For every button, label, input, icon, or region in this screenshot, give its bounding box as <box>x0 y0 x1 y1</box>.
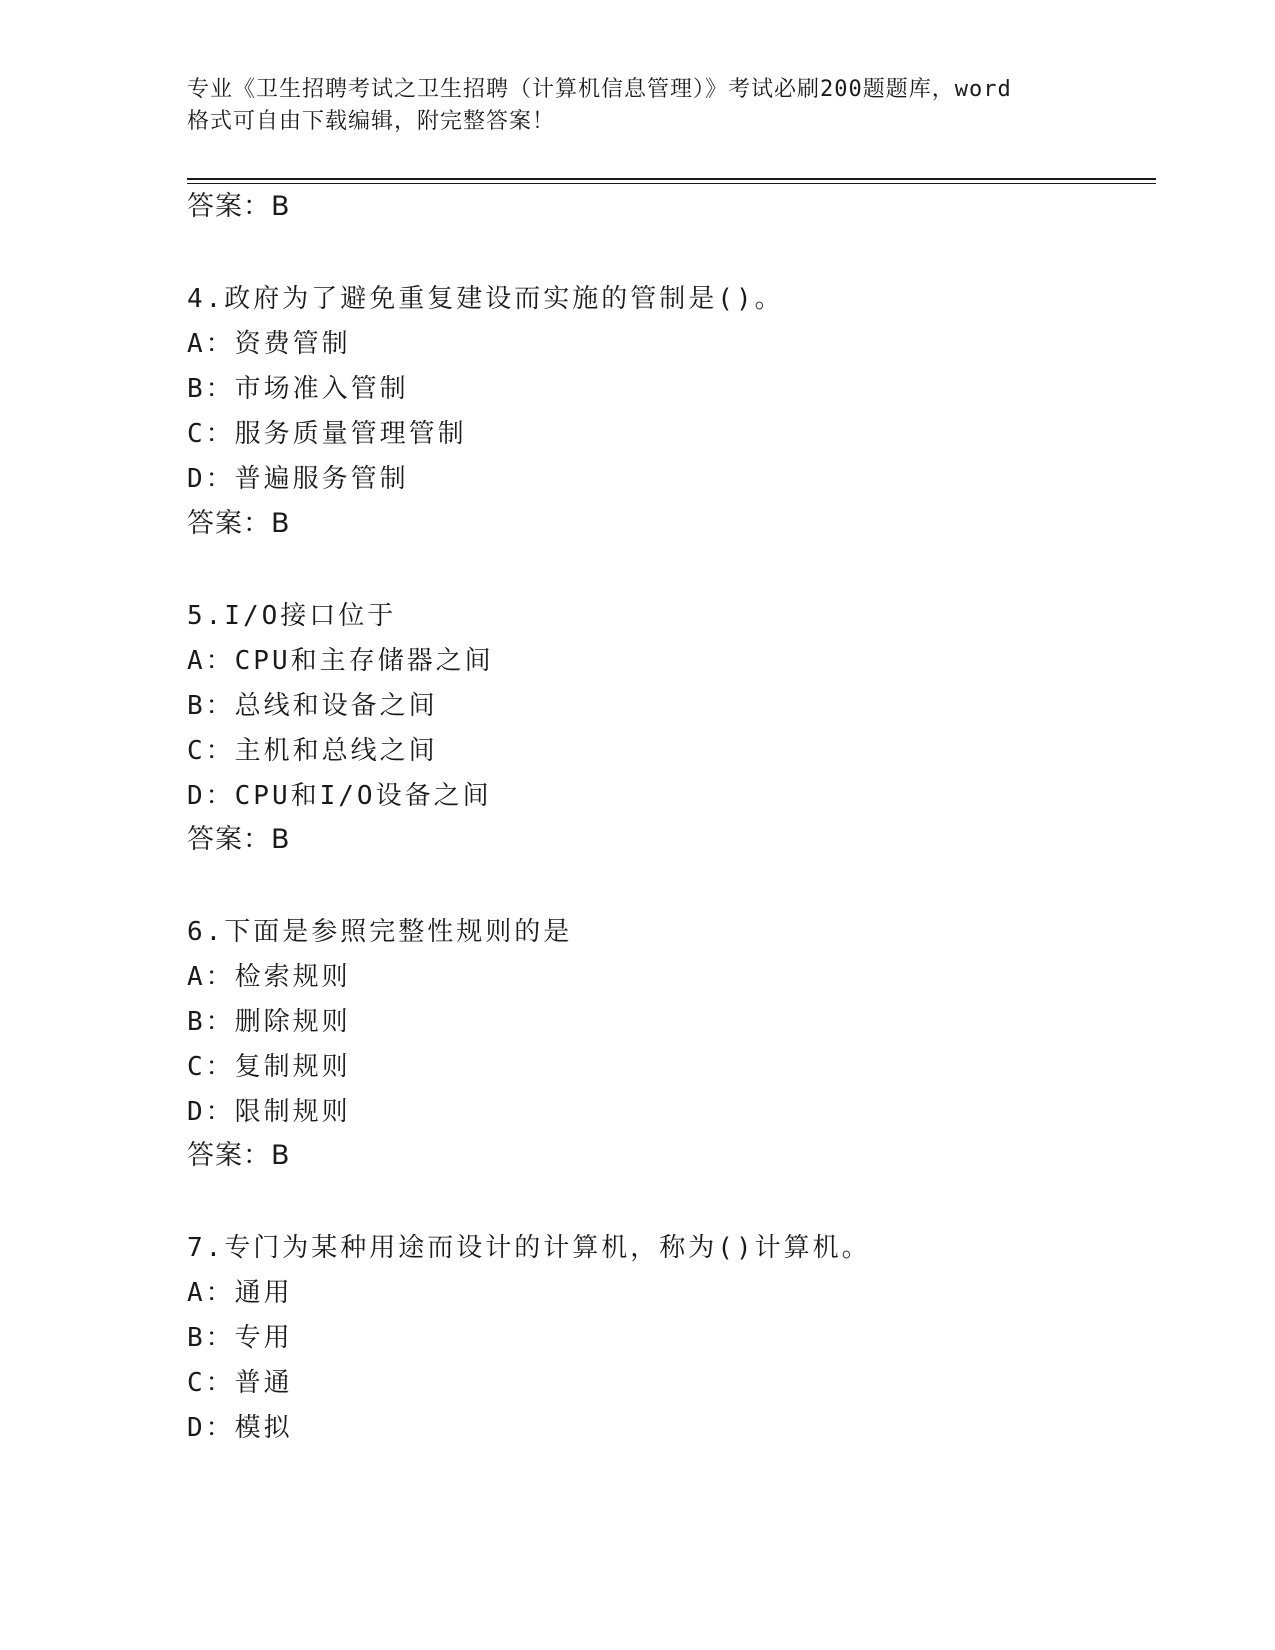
question-4-option-c: C：服务质量管理管制 <box>187 419 467 449</box>
question-7-option-d: D：模拟 <box>187 1413 293 1443</box>
question-6-option-c: C：复制规则 <box>187 1052 351 1082</box>
answer-q5: 答案：B <box>187 824 291 855</box>
question-7-option-c: C：普通 <box>187 1368 293 1398</box>
question-5-option-b: B：总线和设备之间 <box>187 691 438 721</box>
answer-q6: 答案：B <box>187 1140 291 1171</box>
question-5-option-c: C：主机和总线之间 <box>187 736 438 766</box>
header-line-2: 格式可自由下载编辑，附完整答案！ <box>187 109 556 134</box>
document-header <box>187 74 1087 138</box>
answer-q3: 答案：B <box>187 191 291 222</box>
question-7-stem: 7.专门为某种用途而设计的计算机，称为()计算机。 <box>187 1233 871 1263</box>
question-6-option-b: B：删除规则 <box>187 1007 351 1037</box>
question-6-option-a: A：检索规则 <box>187 962 351 992</box>
question-5-option-d: D：CPU和I/O设备之间 <box>187 781 492 811</box>
question-6-stem: 6.下面是参照完整性规则的是 <box>187 917 573 947</box>
question-4-option-d: D：普遍服务管制 <box>187 464 409 494</box>
question-5-option-a: A：CPU和主存储器之间 <box>187 646 494 676</box>
question-4-option-b: B：市场准入管制 <box>187 374 409 404</box>
question-4-stem: 4.政府为了避免重复建设而实施的管制是()。 <box>187 284 784 314</box>
question-4-option-a: A：资费管制 <box>187 329 351 359</box>
question-7-option-b: B：专用 <box>187 1323 293 1353</box>
header-line-1: 专业《卫生招聘考试之卫生招聘（计算机信息管理）》考试必刷200题题库，word <box>187 77 1012 102</box>
question-7-option-a: A：通用 <box>187 1278 293 1308</box>
answer-q4: 答案：B <box>187 508 291 539</box>
question-6-option-d: D：限制规则 <box>187 1097 351 1127</box>
header-divider-thick <box>187 178 1156 180</box>
question-5-stem: 5.I/O接口位于 <box>187 601 397 631</box>
header-divider-thin <box>187 183 1156 184</box>
